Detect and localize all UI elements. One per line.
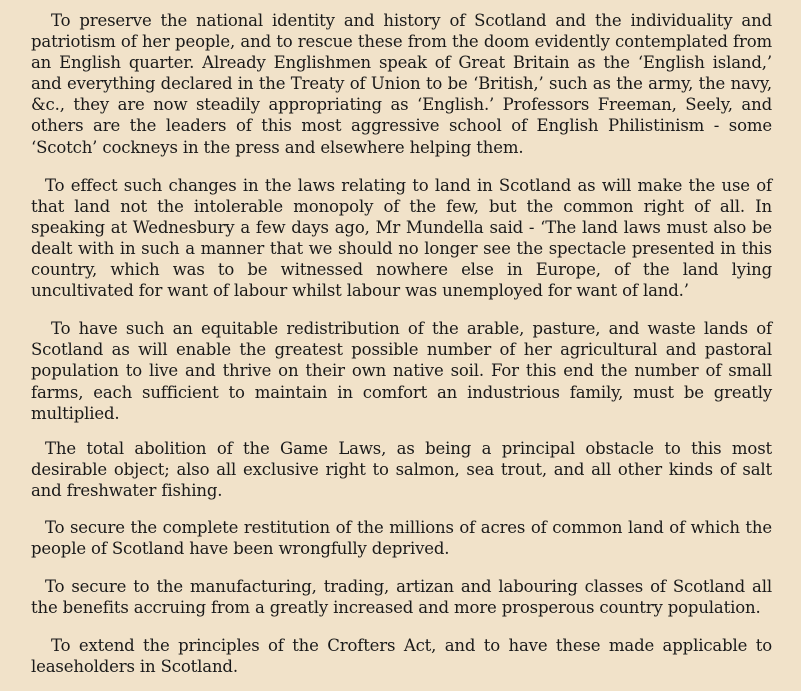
- paragraph-land-laws: To effect such changes in the laws relating to land in Scotland as will make the use of that land not the intolerable monopoly of the few, but the common right of all. In speaking at Wednesbury a few days ago, Mr Mundella said - ‘The land laws must also be dealt with in such a manner that we should no longer see the spectacle presented in this country, which was to be witnessed nowhere else in Europe, of the land lying uncultivated for want of labour whilst labour was unemployed for want of land.’: [31, 175, 772, 301]
- paragraph-country-population: To secure to the manufacturing, trading, artizan and labouring classes of Scotland all the benefits accruing from a greatly increased and more prosperous country population.: [31, 577, 772, 618]
- paragraph-land-redistribution: To have such an equitable redistribution of the arable, pasture, and waste lands of Scotland as will enable the greatest possible number of her agricultural and pastoral population to live and thrive on their own native soil. For this end the number of small farms, each sufficient to maintain in comfort an industrious family, must be greatly multiplied.: [31, 319, 772, 423]
- paragraph-game-laws: The total abolition of the Game Laws, as being a principal obstacle to this most desirable object; also all exclusive right to salmon, sea trout, and all other kinds of salt and freshwater fishing.: [31, 438, 772, 500]
- paragraph-crofters-act: To extend the principles of the Crofters Act, and to have these made applicable to leaseholders in Scotland.: [31, 636, 772, 677]
- paragraph-common-land: To secure the complete restitution of the millions of acres of common land of which the people of Scotland have been wrongfully deprived.: [31, 517, 772, 559]
- paragraph-national-identity: To preserve the national identity and history of Scotland and the individuality and patriotism of her people, and to rescue these from the doom evidently contemplated from an English quarter. Already Englishmen speak of Great Britain as the ‘English island,’ and everything declared in the Treaty of Union to be ‘British,’ such as the army, the navy, &c., they are now steadily appropriating as ‘English.’ Professors Freeman, Seely, and others are the leaders of this most aggressive school of English Philistinism - some ‘Scotch’ cockneys in the press and elsewhere helping them.: [31, 11, 772, 157]
